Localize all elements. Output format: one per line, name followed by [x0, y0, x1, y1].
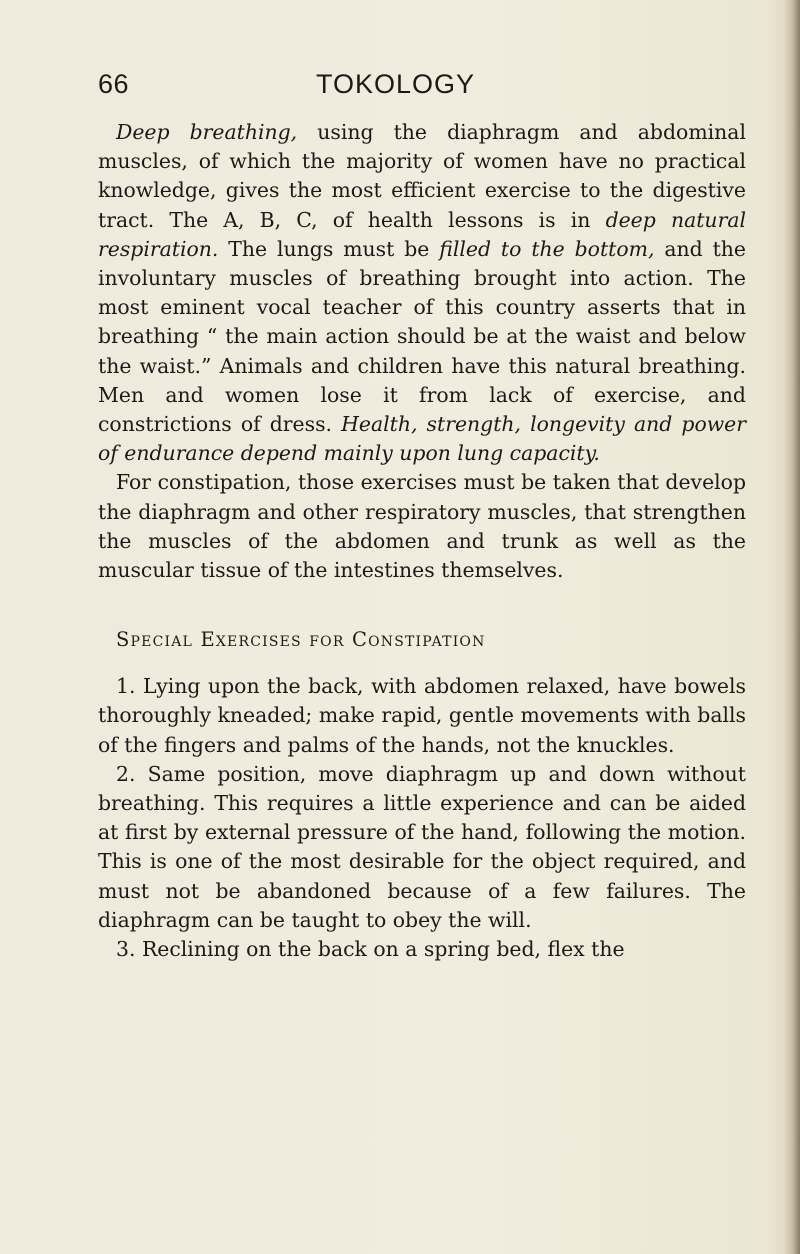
exercise-number: 2. — [116, 761, 136, 786]
text-run: using the diaphragm and abdominal muscles, of which the majority of women have no practical knowledge, gives the most efficient exercise to the digestive tract. The A, B, C, of health lessons is in — [98, 120, 746, 232]
running-title: TOKOLOGY — [316, 69, 476, 99]
paragraph-deep-breathing — [98, 118, 746, 468]
exercise-text: Reclining on the back on a spring bed, flex the — [135, 937, 625, 962]
italic-phrase: Health, strength, longevity and power of endurance depend mainly upon lung capacity. — [98, 412, 746, 466]
text-run: The lungs must be — [218, 236, 440, 261]
body-text — [98, 118, 746, 964]
text-run: and the involuntary muscles of breathing brought into action. The most eminent vocal teacher of this country asserts that in breathing “ the main action should be at the waist and below the waist.” Animals and children have this natural breathing. Men and women lose it from lack of exercise, and constrictions of dress. — [98, 236, 746, 437]
exercise-text: Lying upon the back, with abdomen relaxed, have bowels thoroughly kneaded; make rapid, gentle movements with balls of the fingers and palms of the hands, not the knuckles. — [98, 674, 746, 757]
page-number: 66 — [98, 69, 130, 99]
page-header — [98, 66, 746, 102]
italic-phrase: filled to the bottom, — [439, 236, 655, 261]
page-edge-shadow — [784, 0, 800, 1254]
exercise-number: 1. — [116, 674, 136, 699]
paragraph-constipation: For constipation, those exercises must be taken that develop the diaphragm and other respiratory muscles, that strengthen the muscles of the abdomen and trunk as well as the muscular tissue of the intestines themselves. — [98, 470, 746, 583]
exercise-number: 3. — [116, 937, 136, 962]
italic-phrase: Deep breathing, — [116, 120, 298, 144]
italic-phrase: deep natural respiration. — [98, 207, 746, 261]
exercise-item — [98, 760, 746, 935]
exercise-item — [98, 935, 746, 964]
section-heading: Special Exercises for Constipation — [116, 628, 486, 652]
exercise-item — [98, 672, 746, 760]
exercise-text: Same position, move diaphragm up and down without breathing. This requires a little experience and can be aided at first by external pressure of the hand, following the motion. This is one of the most desirable for the object required, and must not be abandoned because of a few failures. The diaphragm can be taught to obey the will. — [98, 761, 746, 932]
